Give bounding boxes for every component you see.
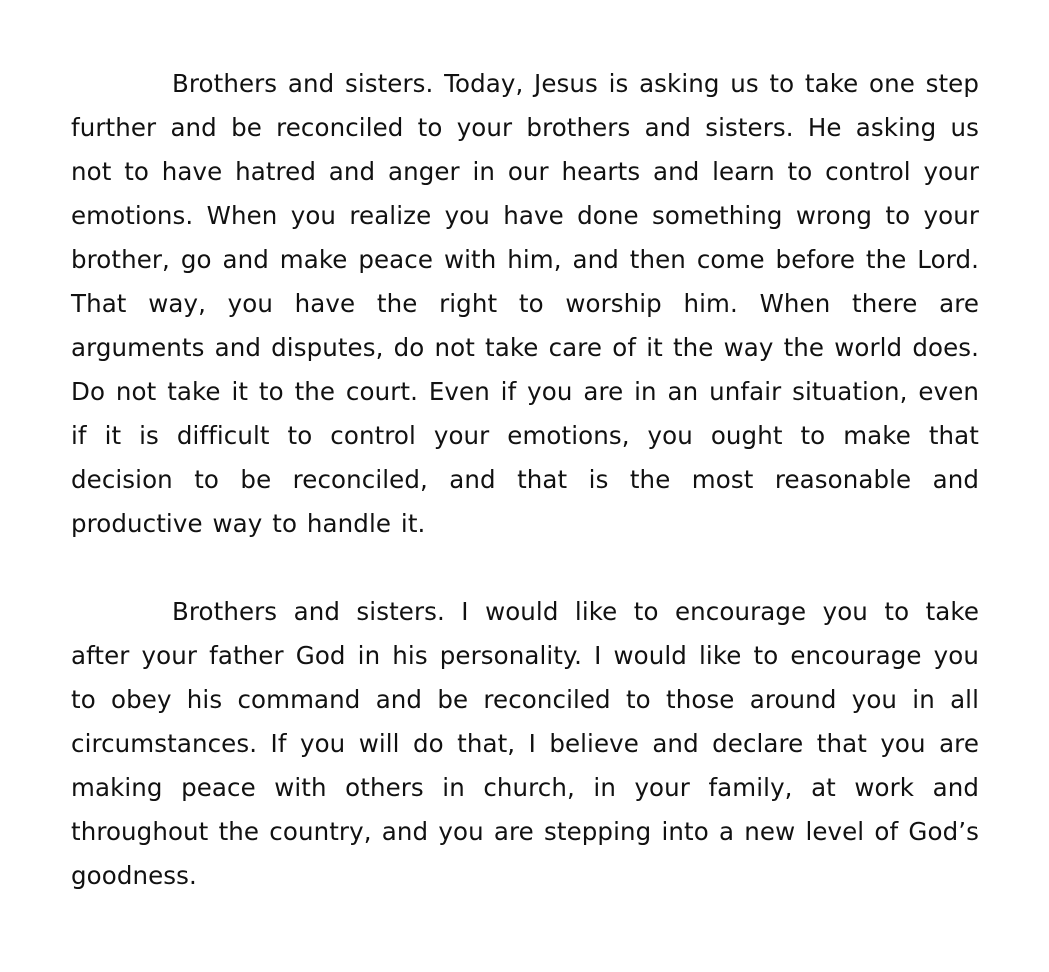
paragraph-encouragement: Brothers and sisters. I would like to encourage you to take after your father God in his personality. I would like to encourage you to obey his command and be reconciled to those around you in all circumstances. If you will do that, I believe and declare that you are making peace with others in church, in your family, at work and throughout the country, and you are stepping into a new level of God’s goodness. <box>71 597 979 890</box>
document-page <box>71 62 979 898</box>
paragraph-reconciliation: Brothers and sisters. Today, Jesus is asking us to take one step further and be reconciled to your brothers and sisters. He asking us not to have hatred and anger in our hearts and learn to control your emotions. When you realize you have done something wrong to your brother, go and make peace with him, and then come before the Lord. That way, you have the right to worship him. When there are arguments and disputes, do not take care of it the way the world does. Do not take it to the court. Even if you are in an unfair situation, even if it is difficult to control your emotions, you ought to make that decision to be reconciled, and that is the most reasonable and productive way to handle it. <box>71 69 979 538</box>
